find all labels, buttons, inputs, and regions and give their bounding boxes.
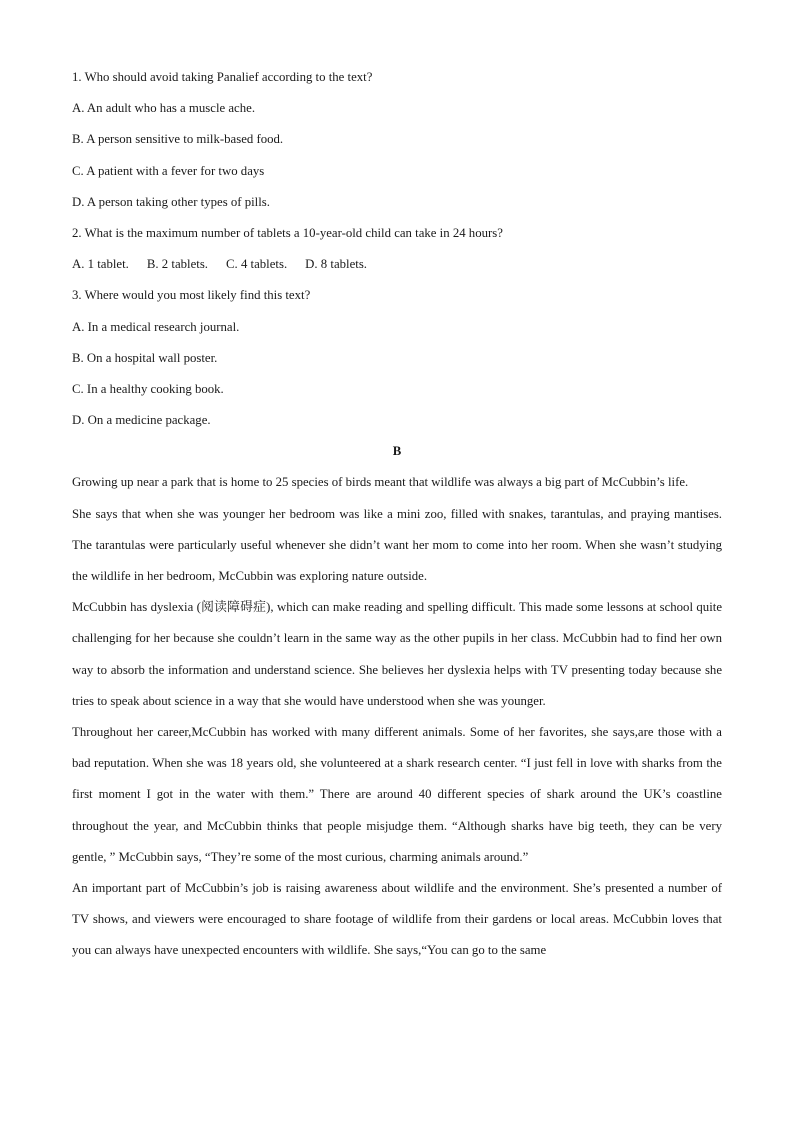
question-3-stem: 3. Where would you most likely find this text? (72, 288, 311, 303)
question-2-option-d: D. 8 tablets. (305, 257, 367, 272)
passage-paragraph-2: She says that when she was younger her bedroom was like a mini zoo, filled with snakes, tarantulas, and praying mantises. The tarantulas were particularly useful whenever she didn’t want her mom to come into her room. When she wasn’t studying the wildlife in her bedroom, McCubbin was exploring nature outside. (72, 506, 722, 584)
document-content (72, 62, 722, 967)
question-3-option-a: A. In a medical research journal. (72, 319, 240, 334)
question-2-option-a: A. 1 tablet. (72, 257, 129, 272)
passage-paragraph-5: An important part of McCubbin’s job is raising awareness about wildlife and the environment. She’s presented a number of TV shows, and viewers were encouraged to share footage of wildlife from their gardens or local areas. McCubbin loves that you can always have unexpected encounters with wildlife. She says,“You can go to the same (72, 881, 722, 958)
question-1-option-a: A. An adult who has a muscle ache. (72, 101, 256, 116)
question-2-option-b: B. 2 tablets. (146, 257, 209, 272)
question-3-option-b: B. On a hospital wall poster. (72, 350, 218, 365)
passage-paragraph-3: McCubbin has dyslexia (阅读障碍症), which can make reading and spelling difficult. This made some lessons at school quite challenging for her because she couldn’t learn in the same way as the other pupils in her class. McCubbin had to find her own way to absorb the information and understand science. She believes her dyslexia helps with TV presenting today because she tries to speak about science in a way that she would have understood when she was younger. (72, 600, 722, 708)
passage-paragraph-1: Growing up near a park that is home to 25 species of birds meant that wildlife was always a big part of McCubbin’s life. (72, 475, 689, 490)
question-2-options (72, 249, 722, 280)
section-heading: B (392, 444, 402, 459)
question-2-option-c: C. 4 tablets. (226, 257, 288, 272)
question-3-option-d: D. On a medicine package. (72, 413, 211, 428)
question-1-option-c: C. A patient with a fever for two days (72, 163, 265, 178)
question-1-stem: 1. Who should avoid taking Panalief according to the text? (72, 70, 373, 84)
passage-paragraph-4: Throughout her career,McCubbin has worked with many different animals. Some of her favorites, she says,are those with a bad reputation. When she was 18 years old, she volunteered at a shark research center. “I just fell in love with sharks from the first moment I got in the water with them.” There are around 40 different species of shark around the UK’s coastline throughout the year, and McCubbin thinks that people misjudge them. “Although sharks have big teeth, they can be very gentle, ” McCubbin says, “They’re some of the most curious, charming animals around.” (72, 725, 722, 864)
question-3-option-c: C. In a healthy cooking book. (72, 381, 224, 396)
question-1-option-d: D. A person taking other types of pills. (72, 194, 270, 209)
question-2-stem: 2. What is the maximum number of tablets a 10-year-old child can take in 24 hours? (72, 225, 503, 240)
question-1-option-b: B. A person sensitive to milk-based food. (72, 132, 284, 147)
